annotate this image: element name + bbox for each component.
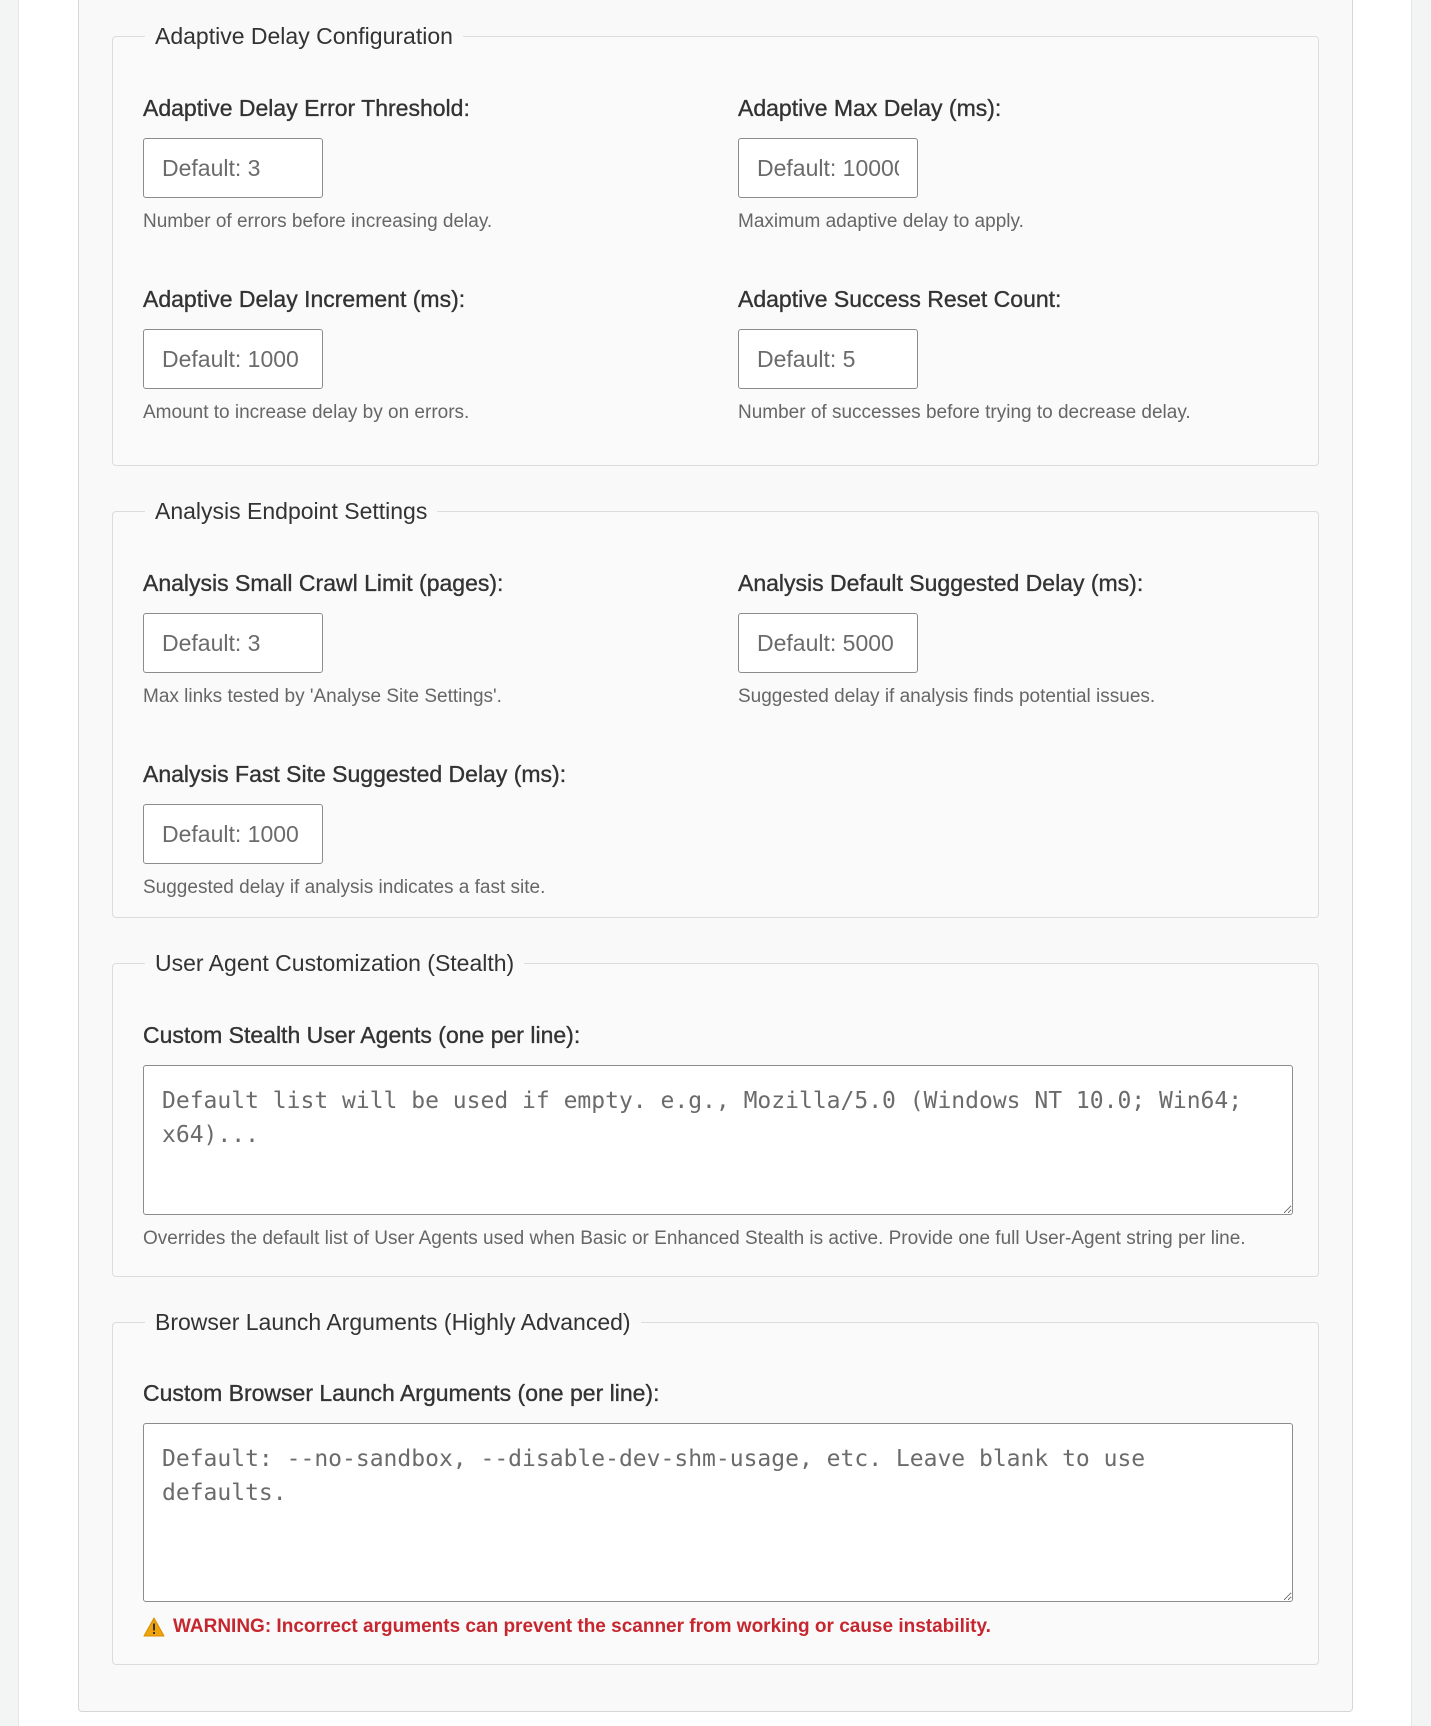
adaptive-error-threshold-field — [143, 94, 492, 234]
adaptive-max-delay-label: Adaptive Max Delay (ms): — [738, 95, 1002, 121]
custom-user-agents-textarea[interactable] — [143, 1065, 1293, 1215]
analysis-fast-site-help: Suggested delay if analysis indicates a fast site. — [143, 877, 546, 898]
adaptive-increment-help: Amount to increase delay by on errors. — [143, 402, 470, 423]
adaptive-success-reset-label: Adaptive Success Reset Count: — [738, 286, 1062, 312]
analysis-default-delay-field — [738, 569, 1155, 709]
analysis-small-crawl-help: Max links tested by 'Analyse Site Settings'. — [143, 686, 502, 707]
analysis-endpoint-legend: Analysis Endpoint Settings — [155, 498, 428, 524]
adaptive-max-delay-help: Maximum adaptive delay to apply. — [738, 211, 1024, 232]
user-agent-legend: User Agent Customization (Stealth) — [155, 950, 515, 976]
custom-user-agents-label: Custom Stealth User Agents (one per line): — [143, 1022, 581, 1048]
analysis-default-delay-label: Analysis Default Suggested Delay (ms): — [738, 570, 1144, 596]
adaptive-max-delay-input[interactable] — [738, 138, 918, 198]
analysis-fast-site-label: Analysis Fast Site Suggested Delay (ms): — [143, 761, 567, 787]
custom-user-agents-help: Overrides the default list of User Agents used when Basic or Enhanced Stealth is active. Provide one full User-Agent string per line. — [143, 1228, 1246, 1249]
browser-launch-args-field — [143, 1379, 1293, 1638]
analysis-small-crawl-label: Analysis Small Crawl Limit (pages): — [143, 570, 504, 596]
adaptive-success-reset-help: Number of successes before trying to decrease delay. — [738, 402, 1191, 423]
analysis-fast-site-field — [143, 760, 566, 900]
browser-launch-args-textarea[interactable] — [143, 1423, 1293, 1602]
warning-icon — [143, 1617, 165, 1637]
adaptive-delay-legend: Adaptive Delay Configuration — [155, 23, 453, 49]
adaptive-error-threshold-help: Number of errors before increasing delay. — [143, 211, 493, 232]
analysis-fast-site-input[interactable] — [143, 804, 323, 864]
adaptive-success-reset-field — [738, 285, 1191, 425]
adaptive-increment-input[interactable] — [143, 329, 323, 389]
analysis-default-delay-help: Suggested delay if analysis finds potential issues. — [738, 686, 1156, 707]
browser-launch-legend: Browser Launch Arguments (Highly Advanced) — [155, 1309, 631, 1335]
analysis-small-crawl-field — [143, 569, 503, 709]
analysis-small-crawl-input[interactable] — [143, 613, 323, 673]
adaptive-error-threshold-input[interactable] — [143, 138, 323, 198]
adaptive-increment-field — [143, 285, 469, 425]
analysis-default-delay-input[interactable] — [738, 613, 918, 673]
browser-launch-args-label: Custom Browser Launch Arguments (one per line): — [143, 1380, 660, 1406]
custom-user-agents-field — [143, 1021, 1293, 1251]
adaptive-error-threshold-label: Adaptive Delay Error Threshold: — [143, 95, 470, 121]
browser-launch-warning — [143, 1616, 1293, 1638]
warning-text: WARNING: Incorrect arguments can prevent the scanner from working or cause instability. — [173, 1616, 991, 1637]
adaptive-increment-label: Adaptive Delay Increment (ms): — [143, 286, 466, 312]
adaptive-success-reset-input[interactable] — [738, 329, 918, 389]
adaptive-max-delay-field — [738, 94, 1024, 234]
